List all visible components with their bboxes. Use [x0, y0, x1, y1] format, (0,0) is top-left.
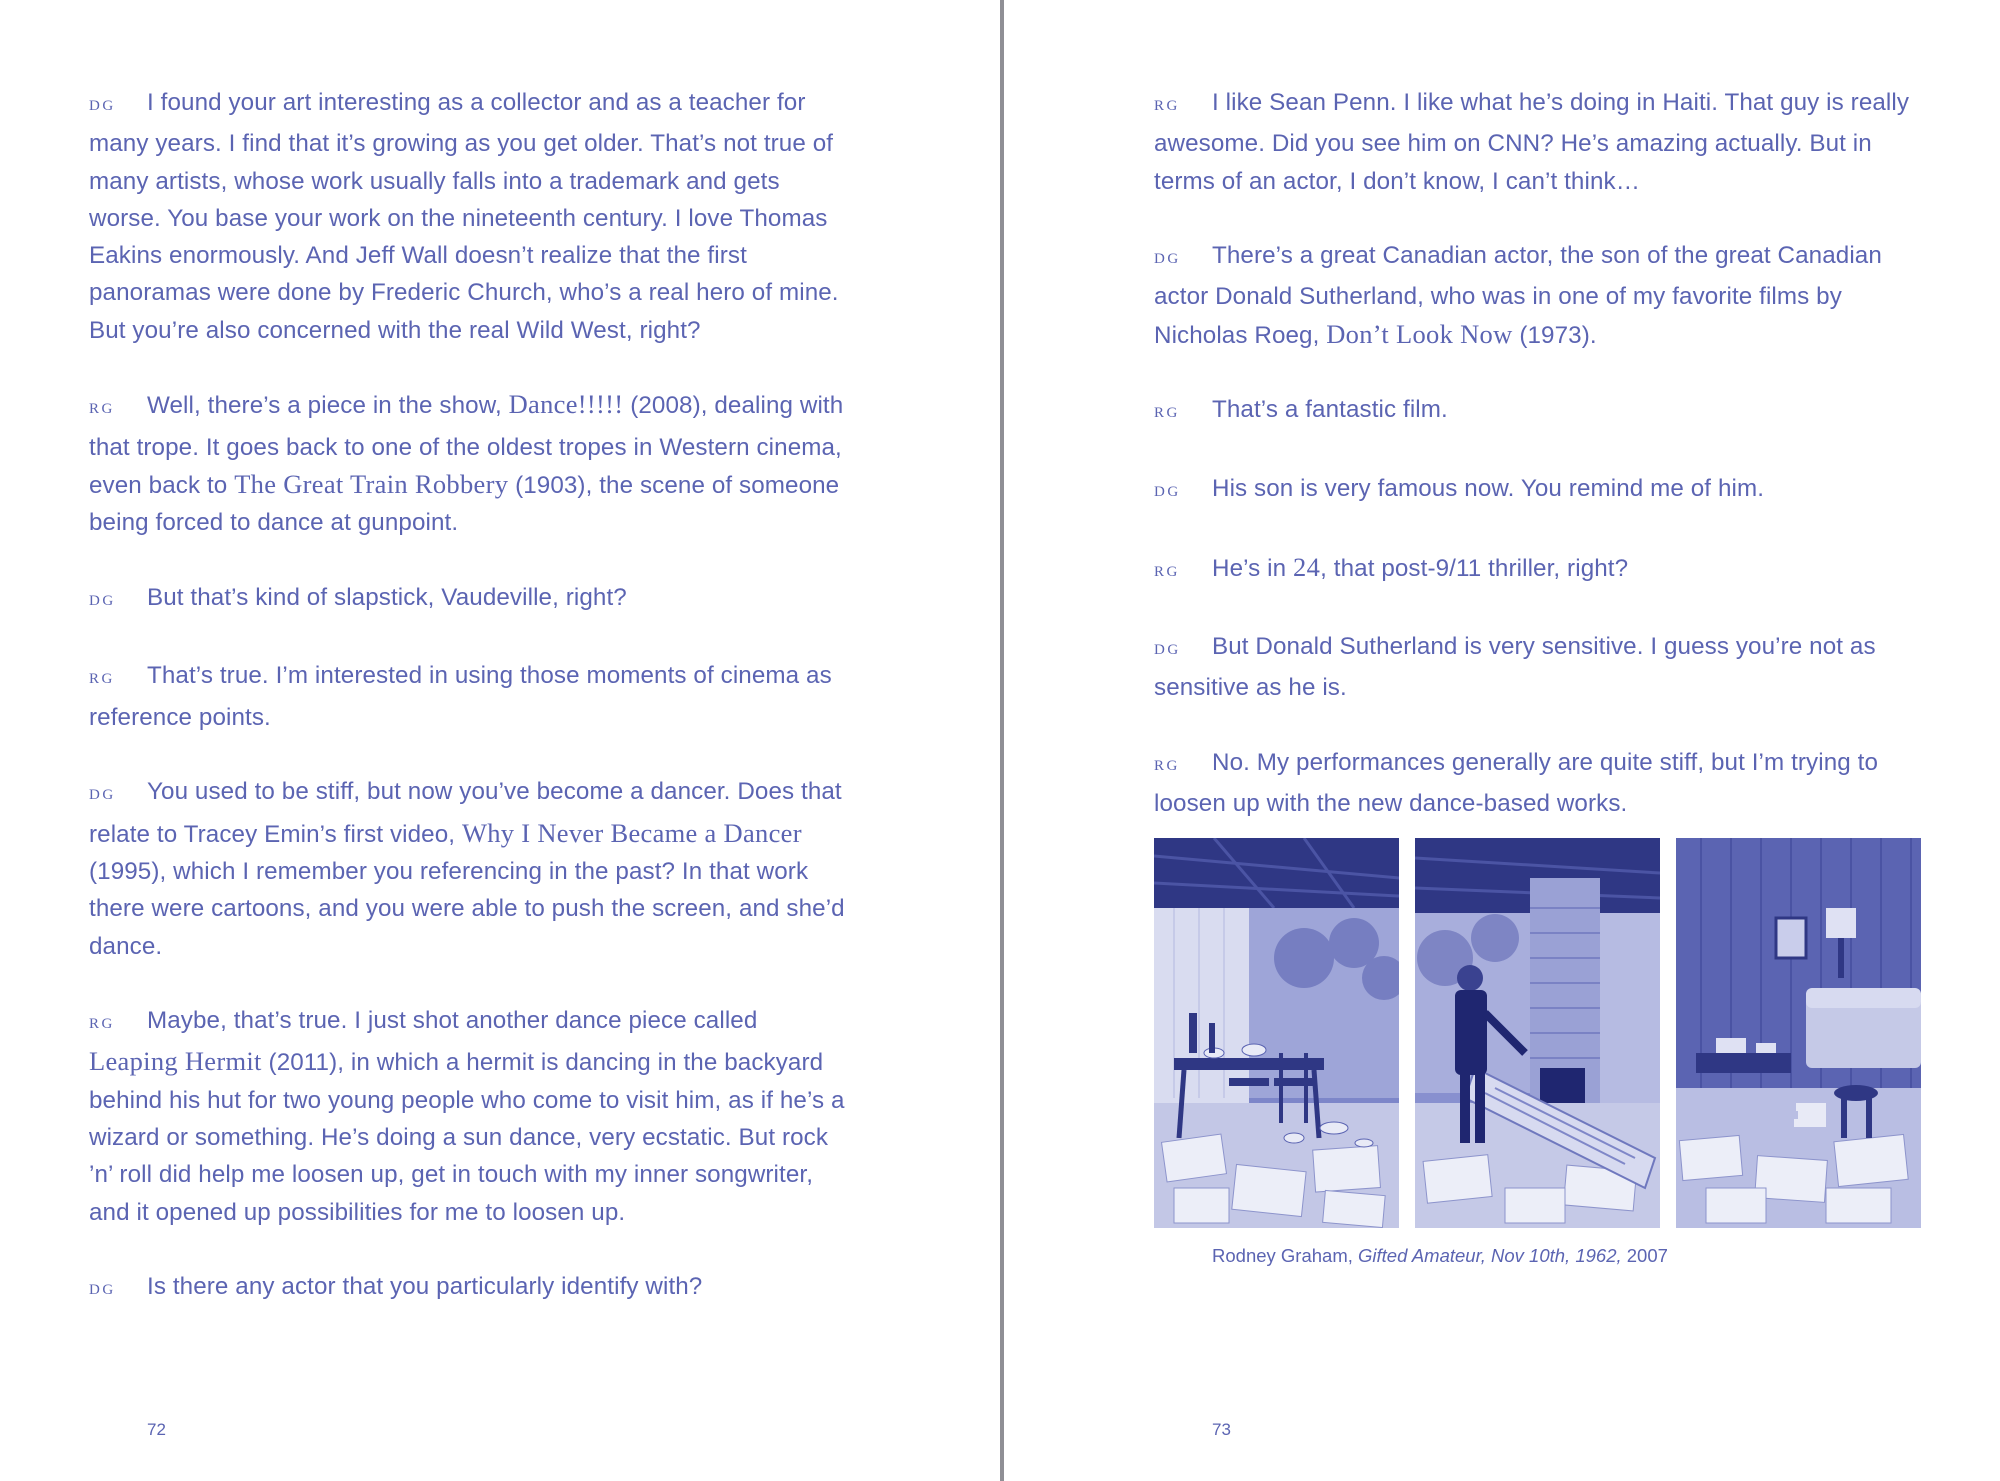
speaker-label: RG	[1154, 98, 1180, 114]
paragraph-text: (1995), which I remember you referencing in the past? In that work there were cartoons, and you were able to push the screen, and she’d dance.	[89, 857, 845, 960]
paragraph-text: You used to be stiff, but now you’ve become a dancer. Does that relate to Tracey Emin’s first video,	[89, 778, 842, 848]
page-number-left: 72	[147, 1420, 166, 1439]
speaker-label: DG	[89, 98, 116, 114]
interview-paragraph	[89, 1268, 849, 1309]
caption-work-title: Gifted Amateur, Nov 10th, 1962,	[1358, 1245, 1622, 1266]
interview-paragraph	[1154, 744, 1924, 823]
paragraph-text: (1903), the scene of someone being forced to dance at gunpoint.	[89, 471, 840, 537]
speaker-label: DG	[89, 787, 116, 804]
interview-paragraph	[1154, 628, 1924, 707]
work-title: Why I Never Became a Dancer	[461, 817, 802, 848]
triptych-panel-fireplace-figure	[1415, 838, 1660, 1228]
work-title: Leaping Hermit	[89, 1046, 262, 1077]
speaker-label: DG	[1154, 483, 1181, 500]
artwork-caption	[1212, 1245, 1668, 1267]
paragraph-text: That’s true. I’m interested in using those moments of cinema as reference points.	[89, 662, 832, 731]
paragraph-text: No. My performances generally are quite stiff, but I’m trying to loosen up with the new dance-based works.	[1154, 749, 1879, 818]
interview-paragraph	[89, 1002, 849, 1231]
paragraph-text: (1973).	[1512, 321, 1597, 349]
interview-paragraph	[1154, 391, 1924, 432]
speaker-label: RG	[89, 1016, 115, 1033]
work-title: Don’t Look Now	[1326, 318, 1513, 349]
caption-year: 2007	[1621, 1245, 1668, 1266]
interview-paragraph	[1154, 470, 1924, 511]
interview-paragraph	[89, 579, 849, 620]
paragraph-text: His son is very famous now. You remind me of him.	[1212, 474, 1765, 502]
paragraph-text: (2008), dealing with that trope. It goes back to one of the oldest tropes in Western cinema, even back to	[89, 392, 844, 499]
interview-paragraph	[1154, 237, 1924, 354]
interview-paragraph	[89, 386, 849, 541]
speaker-label: RG	[1154, 563, 1180, 580]
left-text-column	[89, 84, 849, 1347]
interview-paragraph	[1154, 549, 1924, 591]
paragraph-text: Is there any actor that you particularly identify with?	[147, 1273, 703, 1301]
triptych-panel-living-room	[1676, 838, 1921, 1228]
speaker-label: DG	[89, 592, 116, 609]
paragraph-text: (2011), in which a hermit is dancing in the backyard behind his hut for two young people who come to visit him, as if he’s a wizard or something. He’s doing a sun dance, very ecstatic. But rock ’n’ roll did help me loosen up, get in touch with my inner songwriter, and it opened up possibilities for me to loosen up.	[89, 1049, 845, 1226]
triptych-panel-dining-room	[1154, 838, 1399, 1228]
paragraph-text: I like Sean Penn. I like what he’s doing in Haiti. That guy is really awesome. Did you see him on CNN? He’s amazing actually. But in terms of an actor, I don’t know, I can’t think…	[1154, 89, 1910, 195]
work-title: 24	[1293, 551, 1321, 582]
paragraph-text: That’s a fantastic film.	[1212, 396, 1448, 424]
speaker-label: RG	[89, 401, 115, 418]
work-title: The Great Train Robbery	[234, 468, 509, 499]
speaker-label: RG	[89, 671, 115, 688]
right-page	[1004, 0, 2000, 1481]
paragraph-text: He’s in	[1212, 554, 1294, 582]
interview-paragraph	[89, 773, 849, 964]
speaker-label: DG	[1154, 251, 1181, 268]
artwork-triptych	[1154, 838, 1924, 1228]
speaker-label: DG	[89, 1282, 116, 1299]
page-number-right: 73	[1212, 1420, 1231, 1439]
paragraph-text: I found your art interesting as a collector and as a teacher for many years. I find that it’s growing as you get older. That’s not true of many artists, whose work usually falls into a trademark and gets worse. You base your work on the nineteenth century. I love Thomas Eakins enormously. And Jeff Wall doesn’t realize that the first panoramas were done by Frederic Church, who’s a real hero of mine. But you’re also concerned with the real Wild West, right?	[89, 89, 839, 344]
paragraph-text: Well, there’s a piece in the show,	[147, 392, 509, 420]
paragraph-text: But that’s kind of slapstick, Vaudeville, right?	[147, 583, 627, 611]
right-text-column	[1154, 84, 1924, 860]
paragraph-text: , that post-9/11 thriller, right?	[1320, 554, 1629, 582]
paragraph-text: But Donald Sutherland is very sensitive. I guess you’re not as sensitive as he is.	[1154, 633, 1876, 702]
interview-paragraph	[89, 657, 849, 736]
speaker-label: RG	[1154, 405, 1180, 422]
interview-paragraph	[89, 84, 849, 349]
speaker-label: RG	[1154, 758, 1180, 775]
interview-paragraph	[1154, 84, 1924, 200]
caption-artist: Rodney Graham,	[1212, 1245, 1359, 1266]
paragraph-text: Maybe, that’s true. I just shot another dance piece called	[147, 1007, 758, 1035]
work-title: Dance!!!!!	[508, 389, 624, 420]
paragraph-text: There’s a great Canadian actor, the son of the great Canadian actor Donald Sutherland, who was in one of my favorite films by Nicholas Roeg,	[1154, 242, 1882, 349]
speaker-label: DG	[1154, 642, 1181, 659]
